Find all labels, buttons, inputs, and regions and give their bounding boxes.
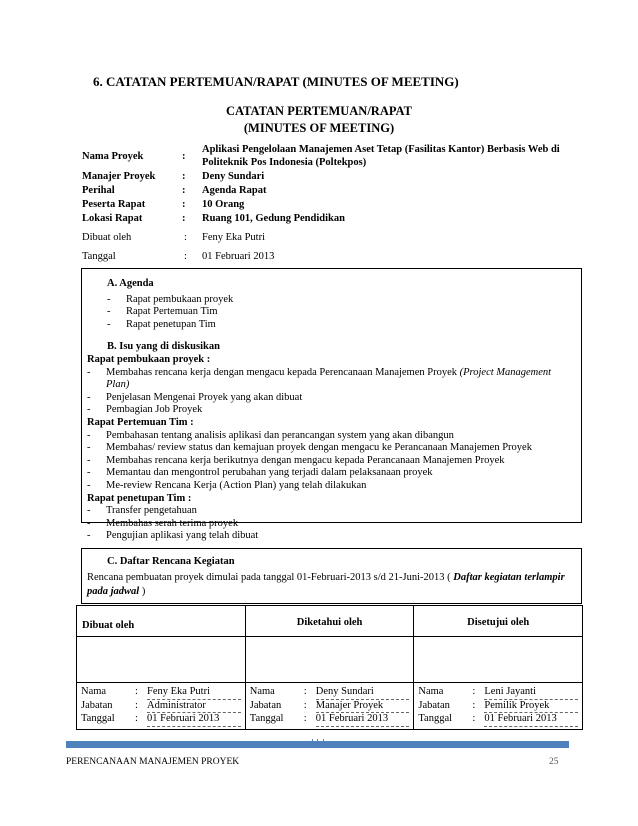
issue-item: Me-review Rencana Kerja (Action Plan) yang telah dilakukan (106, 479, 367, 491)
sig-label: Nama (81, 686, 107, 697)
issue-item-italic: (Project Management Plan) (106, 366, 552, 391)
info-row-subject (82, 184, 582, 197)
list-item: - Penjelasan Mengenai Proyek yang akan dibuat (87, 391, 303, 403)
sig-date: 01 Februari 2013 (484, 713, 578, 727)
issue-item: Membahas/ review status dan kemajuan proyek dengan mengacu ke Perancanaan Manajemen Proyek (106, 442, 532, 454)
document-title-line1: CATATAN PERTEMUAN/RAPAT (225, 104, 412, 118)
sig-colon: : (303, 699, 307, 711)
issues-group-title: Rapat penetupan Tim : (87, 492, 192, 504)
info-key: Lokasi Rapat (82, 213, 143, 224)
info-key: Manajer Proyek (82, 171, 156, 182)
list-item: - Membahas rencana kerja dengan mengacu kepada Perencanaan Manajemen Proyek (Project Management Plan) (87, 366, 552, 391)
info-value: 10 Orang (202, 199, 245, 210)
sig-label: Tanggal (81, 713, 115, 724)
list-item: - Rapat pembukaan proyek (107, 293, 234, 305)
meta-colon: : (184, 251, 187, 262)
sig-position: Manajer Proyek (316, 700, 410, 714)
signature-header-approved: Disetujui oleh (414, 606, 583, 637)
meta-key: Dibuat oleh (82, 232, 132, 243)
info-row-participants (82, 198, 582, 211)
info-value: Aplikasi Pengelolaan Manajemen Aset Tetap (Fasilitas Kantor) Berbasis Web di Politeknik Pos Indonesia (Poltekpos) (202, 144, 560, 168)
signature-space-row (77, 637, 583, 683)
sig-colon: : (303, 713, 307, 724)
sig-name: Leni Jayanti (484, 686, 578, 700)
signature-space (414, 637, 583, 683)
list-item: - Membahas rencana kerja berikutnya dengan mengacu kepada Perancanaan Manajemen Proyek (87, 454, 505, 466)
info-row-location (82, 212, 582, 225)
agenda-item: Rapat Pertemuan Tim (126, 306, 218, 318)
sig-label: Tanggal (249, 713, 284, 724)
info-key: Nama Proyek (82, 151, 144, 162)
sig-position: Pemilik Proyek (484, 700, 578, 714)
info-row-project-name (82, 143, 582, 169)
issue-item: Transfer pengetahuan (106, 505, 197, 517)
sig-label: Jabatan (81, 699, 113, 711)
meta-value: Feny Eka Putri (202, 232, 265, 243)
footer-bar (66, 741, 569, 748)
list-item: - Pembahasan tentang analisis aplikasi dan perancangan system yang akan dibangun (87, 429, 454, 441)
signature-table (76, 605, 583, 730)
sig-colon: : (135, 713, 138, 724)
signature-header-acknowledged: Diketahui oleh (245, 606, 414, 637)
agenda-item: Rapat pembukaan proyek (126, 293, 234, 305)
schedule-heading: C. Daftar Rencana Kegiatan (107, 556, 235, 567)
section-title: 6. CATATAN PERTEMUAN/RAPAT (MINUTES OF MEETING) (93, 74, 459, 89)
list-item: - Membahas/ review status dan kemajuan proyek dengan mengacu ke Perancanaan Manajemen Proyek (87, 442, 532, 454)
footer-title: PERENCANAAN MANAJEMEN PROYEK (66, 757, 240, 767)
document-title (0, 103, 638, 137)
list-item: - Memantau dan mengontrol perubahan yang terjadi dalam pelaksanaan proyek (87, 467, 433, 479)
sig-label: Tanggal (418, 713, 453, 724)
signature-cell-approved (414, 683, 583, 730)
sig-label: Nama (418, 686, 444, 697)
signature-cell-created (77, 683, 246, 730)
info-value: Agenda Rapat (202, 185, 267, 196)
info-colon: : (182, 199, 186, 210)
schedule-text (87, 571, 576, 599)
issue-item: Pembahasan tentang analisis aplikasi dan perancangan system yang akan dibangun (106, 429, 454, 441)
sig-name: Feny Eka Putri (147, 686, 241, 700)
info-key: Peserta Rapat (82, 199, 146, 210)
issues-group-title: Rapat pembukaan proyek : (87, 353, 211, 365)
signature-info-row (77, 683, 583, 730)
signature-space (245, 637, 414, 683)
info-value: Deny Sundari (202, 171, 265, 182)
issue-item: Memantau dan mengontrol perubahan yang terjadi dalam pelaksanaan proyek (106, 467, 433, 479)
info-colon: : (182, 171, 186, 182)
sig-position: Administrator (147, 700, 241, 714)
signature-header-row (77, 606, 583, 637)
list-item: - Rapat penetupan Tim (107, 318, 216, 330)
schedule-box (81, 548, 582, 604)
meta-row-author (82, 231, 582, 244)
issue-item: Membahas rencana kerja berikutnya dengan mengacu kepada Perancanaan Manajemen Proyek (106, 454, 505, 466)
list-item: - Pengujian aplikasi yang telah dibuat (87, 530, 259, 542)
info-key: Perihal (82, 185, 115, 196)
meta-colon: : (184, 232, 187, 243)
page-number: 25 (549, 757, 559, 767)
sig-colon: : (472, 713, 476, 724)
sig-colon: : (472, 686, 476, 697)
schedule-tail: ) (139, 586, 146, 597)
meeting-info (82, 143, 582, 226)
list-item: - Me-review Rencana Kerja (Action Plan) yang telah dilakukan (87, 479, 367, 491)
issue-item: Pembagian Job Proyek (106, 404, 203, 416)
info-colon: : (182, 185, 186, 196)
agenda-item: Rapat penetupan Tim (126, 318, 216, 330)
issue-item: Membahas serah terima proyek (106, 517, 239, 529)
sig-label: Nama (249, 686, 275, 697)
meta-value: 01 Februari 2013 (202, 251, 275, 262)
signature-cell-acknowledged (245, 683, 414, 730)
meta-key: Tanggal (82, 251, 116, 262)
info-colon: : (182, 151, 186, 162)
signature-header-created: Dibuat oleh (77, 606, 246, 637)
schedule-italic: Daftar kegiatan terlampir pada jadwal (87, 572, 565, 597)
issue-item: Pengujian aplikasi yang telah dibuat (106, 530, 259, 542)
list-item: - Rapat Pertemuan Tim (107, 306, 218, 318)
sig-label: Jabatan (249, 699, 282, 711)
agenda-issues-box (81, 268, 582, 542)
sig-date: 01 Februari 2013 (316, 713, 410, 727)
info-value: Ruang 101, Gedung Pendidikan (202, 213, 345, 224)
sig-colon: : (135, 686, 138, 697)
agenda-heading: A. Agenda (107, 278, 154, 289)
meta-row-date (82, 250, 582, 263)
issue-item: Penjelasan Mengenai Proyek yang akan dibuat (106, 391, 303, 403)
sig-date: 01 Februari 2013 (147, 713, 241, 727)
sig-label: Jabatan (418, 699, 450, 711)
list-item: - Transfer pengetahuan (87, 505, 197, 517)
issue-item: Membahas rencana kerja dengan mengacu kepada Perencanaan Manajemen Proyek (106, 366, 460, 378)
signature-space (77, 637, 246, 683)
info-row-manager (82, 170, 582, 183)
schedule-body: Rencana pembuatan proyek dimulai pada tanggal 01-Februari-2013 s/d 21-Juni-2013 ( (87, 572, 454, 583)
issues-group-title: Rapat Pertemuan Tim : (87, 416, 194, 428)
list-item: - Membahas serah terima proyek (87, 517, 239, 529)
agenda-list (87, 294, 576, 332)
document-title-line2: (MINUTES OF MEETING) (243, 121, 395, 135)
info-colon: : (182, 213, 186, 224)
list-item: - Pembagian Job Proyek (87, 404, 203, 416)
document-meta (82, 231, 582, 269)
sig-name: Deny Sundari (316, 686, 410, 700)
issues-heading: B. Isu yang di diskusikan (107, 341, 220, 353)
sig-colon: : (303, 686, 307, 697)
sig-colon: : (135, 699, 138, 711)
sig-colon: : (472, 699, 476, 711)
